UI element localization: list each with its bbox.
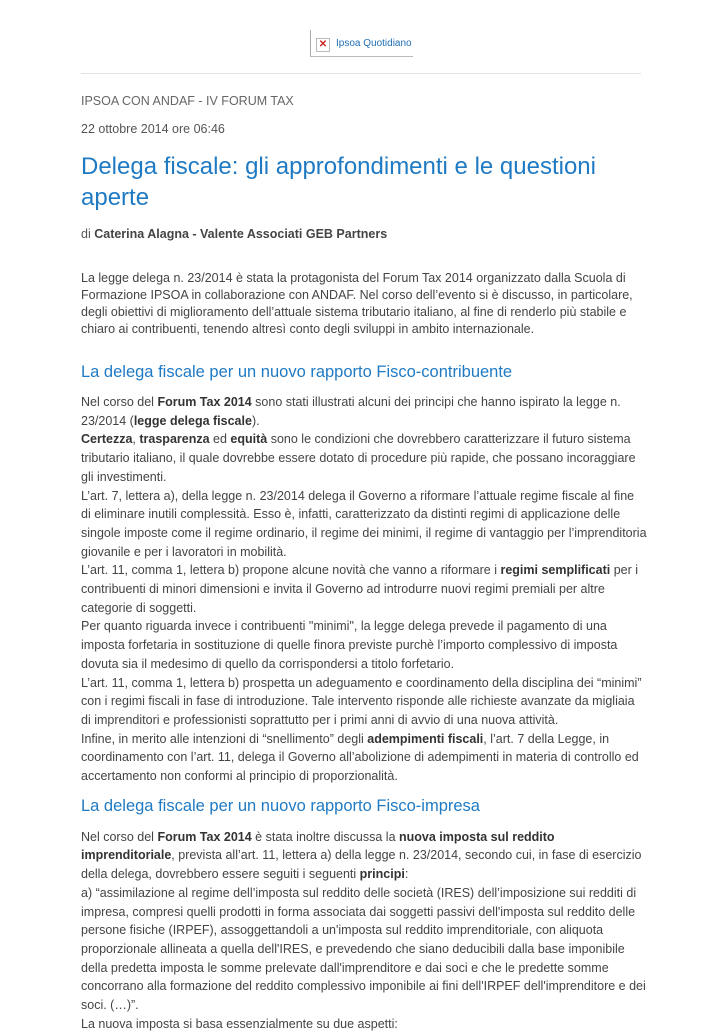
article-kicker: IPSOA CON ANDAF - IV FORUM TAX [81, 94, 294, 108]
article-author [81, 226, 647, 242]
logo-alt-text[interactable]: Ipsoa Quotidiano [336, 38, 412, 49]
author-prefix: di [81, 227, 91, 241]
header-divider [81, 73, 641, 74]
article-intro: La legge delega n. 23/2014 è stata la protagonista del Forum Tax 2014 organizzato dalla Scuola di Formazione IPSOA in collaborazione con ANDAF. Nel corso dell’evento si è discusso, in particolare, degli obiettivi di miglioramento dell’attuale sistema tributario italiano, al fine di renderlo più stabile e chiaro ai contribuenti, tenendo altresì conto degli sviluppi in ambito internazionale. [81, 271, 633, 336]
article-title: Delega fiscale: gli approfondimenti e le questioni aperte [81, 153, 596, 211]
section2-body: Nel corso del Forum Tax 2014 è stata inoltre discussa la nuova imposta sul reddito imprenditoriale, prevista all’art. 11, lettera a) della legge n. 23/2014, secondo cui, in fase di esercizio della delega, dovrebbero essere seguiti i seguenti principi: a) “assimilazione al regime dell’imposta sul reddito delle società (IRES) dell’imposizione sui redditi di impresa, compresi quelli prodotti in forma associata dai soggetti passivi dell'imposta sul reddito delle persone fisiche (IRPEF), assoggettandoli a un'imposta sul reddito imprenditoriale, con aliquota proporzionale allineata a quella dell'IRES, e prevedendo che siano deducibili dalla base imponibile della predetta imposta le somme prelevate dall'imprenditore e dai soci e che le predette somme concorrano alla formazione del reddito complessivo imponibile ai fini dell'IRPEF dell'imprenditore e dei soci. (…)”. La nuova imposta si basa essenzialmente su due aspetti: [81, 829, 646, 1031]
broken-image-icon: ✕ [316, 38, 330, 52]
ipsoa-logo[interactable] [310, 30, 413, 57]
author-name: Caterina Alagna - Valente Associati GEB Partners [94, 227, 388, 241]
article-date: 22 ottobre 2014 ore 06:46 [81, 122, 225, 136]
section1-body: Nel corso del Forum Tax 2014 sono stati illustrati alcuni dei principi che hanno ispirato la legge n. 23/2014 (legge delega fiscale). Certezza, trasparenza ed equità sono le condizioni che dovrebbero caratterizzare il futuro sistema tributario italiano, il quale dovrebbe essere dotato di procedure più rapide, che possano incoraggiare gli investimenti. L’art. 7, lettera a), della legge n. 23/2014 delega il Governo a riformare l’attuale regime fiscale al fine di eliminare inutili complessità. Esso è, infatti, caratterizzato da distinti regimi di applicazione delle singole imposte come il regime ordinario, il regime dei minimi, il regime di vantaggio per l’imprenditoria giovanile e per i lavoratori in mobilità. L’art. 11, comma 1, lettera b) propone alcune novità che vanno a riformare i regimi semplificati per i contribuenti di minori dimensioni e invita il Governo ad introdurre nuovi regimi premiali per altre categorie di soggetti. Per quanto riguarda invece i contribuenti "minimi", la legge delega prevede il pagamento di una imposta forfetaria in sostituzione di quelle finora previste purchè l’importo complessivo di imposta dovuta sia il medesimo di quello da corrispondersi a titolo forfetario. L’art. 11, comma 1, lettera b) prospetta un adeguamento e coordinamento della disciplina dei “minimi” con i regimi fiscali in fase di introduzione. Tale intervento risponde alle richieste avanzate da migliaia di imprenditori e professionisti soprattutto per i primi anni di avvio di una nuova attività. Infine, in merito alle intenzioni di “snellimento” degli adempimenti fiscali, l’art. 7 della Legge, in coordinamento con l’art. 11, delega il Governo all’abolizione di adempimenti in materia di controllo ed accertamento non conformi al principio di proporzionalità. [81, 395, 647, 784]
section-heading-contribuente: La delega fiscale per un nuovo rapporto Fisco-contribuente [81, 363, 513, 381]
article [81, 93, 647, 1034]
section-heading-impresa: La delega fiscale per un nuovo rapporto Fisco-impresa [81, 796, 480, 815]
